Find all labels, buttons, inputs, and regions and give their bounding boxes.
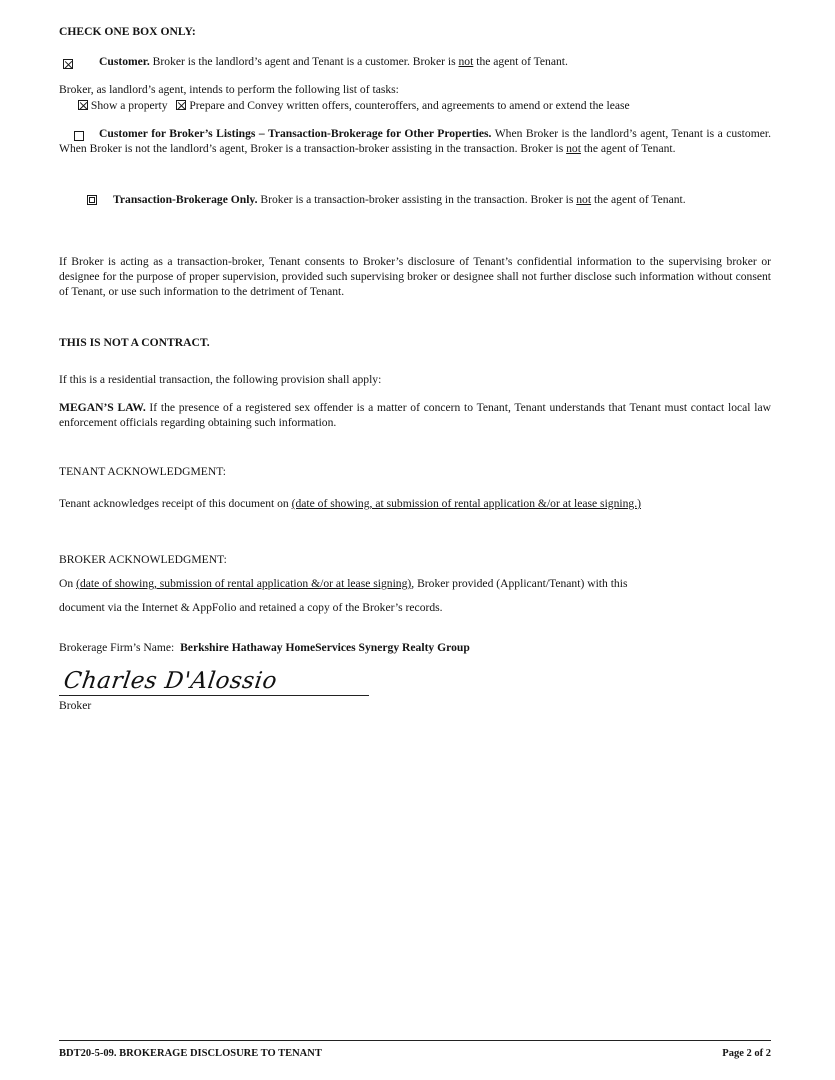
- tenant-ack-text: [59, 496, 641, 511]
- option-customer: [99, 54, 568, 69]
- checkbox-show-property[interactable]: [78, 100, 88, 110]
- tenant-ack-heading: TENANT ACKNOWLEDGMENT:: [59, 465, 226, 478]
- broker-signature: Charles D'Alossio: [62, 668, 279, 694]
- tenant-ack-date: (date of showing, at submission of rental application &/or at lease signing.): [291, 497, 641, 510]
- not-underlined: not: [566, 142, 581, 155]
- broker-ack-text-1: , Broker provided (Applicant/Tenant) with this: [411, 577, 628, 590]
- broker-ack-heading: BROKER ACKNOWLEDGMENT:: [59, 553, 227, 566]
- broker-ack-text-2: document via the Internet & AppFolio and retained a copy of the Broker’s records.: [59, 601, 443, 614]
- footer-rule: [59, 1040, 771, 1041]
- footer-form-id: BDT20-5-09. BROKERAGE DISCLOSURE TO TENANT: [59, 1048, 322, 1059]
- residential-provision: If this is a residential transaction, the following provision shall apply:: [59, 373, 382, 386]
- option-customer-text-end: the agent of Tenant.: [473, 55, 568, 68]
- task-show-property: Show a property: [90, 99, 168, 112]
- option-broker-listings-text: When Broker is the landlord’s agent, Tenant is a customer. When Broker is not the landlord’s agent, Broker is a transaction-broker assisting in the transaction. Broker is: [59, 127, 771, 155]
- confidential-info-paragraph: If Broker is acting as a transaction-broker, Tenant consents to Broker’s disclosure of Tenant’s confidential information to the supervising broker or designee for the purpose of proper supervision, provided such supervising broker or designee shall not further disclose such information without consent of Tenant, or use such information to the detriment of Tenant.: [59, 255, 771, 298]
- megans-law-text: If the presence of a registered sex offender is a matter of concern to Tenant, Tenant understands that Tenant must contact local law enforcement officials regarding obtaining such information.: [59, 401, 771, 429]
- option-customer-title: Customer.: [99, 55, 150, 68]
- checkbox-customer[interactable]: [63, 59, 73, 69]
- megans-law-title: MEGAN’S LAW.: [59, 401, 146, 414]
- signature-line: [59, 695, 369, 696]
- option-transaction-brokerage: [59, 192, 771, 207]
- checkbox-prepare-convey[interactable]: [176, 100, 186, 110]
- broker-ack-text: [59, 576, 627, 591]
- check-one-heading: CHECK ONE BOX ONLY:: [59, 25, 196, 38]
- not-a-contract-heading: THIS IS NOT A CONTRACT.: [59, 336, 210, 349]
- broker-ack-date: (date of showing, submission of rental application &/or at lease signing): [76, 577, 412, 590]
- signature-caption: Broker: [59, 699, 92, 712]
- footer-page-number: Page 2 of 2: [722, 1048, 771, 1059]
- firm-label: Brokerage Firm’s Name:: [59, 641, 175, 654]
- task-prepare-convey: Prepare and Convey written offers, counteroffers, and agreements to amend or extend the lease: [189, 99, 630, 112]
- option-tb-title: Transaction-Brokerage Only.: [113, 193, 258, 206]
- tenant-ack-label: Tenant acknowledges receipt of this document on: [59, 497, 292, 510]
- option-broker-listings-text-end: the agent of Tenant.: [580, 142, 676, 155]
- firm-name: Berkshire Hathaway HomeServices Synergy Realty Group: [180, 641, 470, 654]
- option-customer-text: Broker is the landlord’s agent and Tenant is a customer. Broker is: [149, 55, 459, 68]
- option-broker-listings-title: Customer for Broker’s Listings – Transaction-Brokerage for Other Properties.: [99, 127, 492, 140]
- tasks-list: [78, 98, 630, 113]
- tasks-intro: Broker, as landlord’s agent, intends to perform the following list of tasks:: [59, 83, 399, 96]
- not-underlined: not: [458, 55, 474, 68]
- not-underlined: not: [576, 193, 592, 206]
- megans-law-paragraph: [59, 400, 771, 430]
- broker-ack-on: On: [59, 577, 77, 590]
- option-tb-text-end: the agent of Tenant.: [591, 193, 686, 206]
- option-broker-listings: [59, 126, 771, 156]
- brokerage-firm-line: [59, 640, 470, 655]
- option-tb-text: Broker is a transaction-broker assisting in the transaction. Broker is: [257, 193, 577, 206]
